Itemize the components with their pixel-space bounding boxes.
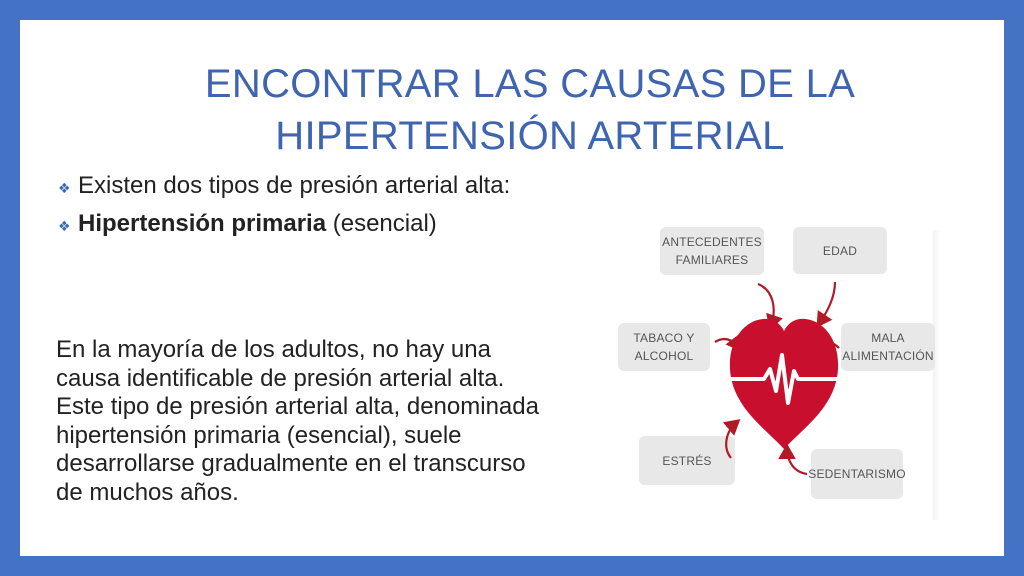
bullet-bold-text: Hipertensión primaria [78, 210, 327, 237]
bullet-rest-text: (esencial) [326, 210, 437, 237]
body-paragraph: En la mayoría de los adultos, no hay una causa identificable de presión arterial alta. Este tipo de presión arterial alta, denominada hipertensión primaria (esencial), suele desarrollarse gradualmente en el transcurso de muchos años. [56, 336, 539, 506]
cause-label-line: ALCOHOL [634, 349, 694, 363]
bullet-list [58, 172, 548, 248]
diamond-bullet-icon: ❖ [58, 180, 71, 196]
bullet-text [78, 210, 437, 240]
causes-diagram [603, 220, 943, 520]
heart-icon [726, 311, 842, 453]
cause-label-line: FAMILIARES [675, 253, 749, 267]
cause-label-line: ANTECEDENTES [662, 235, 762, 249]
cause-label: SEDENTARISMO [808, 467, 906, 481]
bullet-text: Existen dos tipos de presión arterial alta: [78, 172, 511, 199]
cause-label-line: MALA [871, 331, 905, 345]
slide-title: ENCONTRAR LAS CAUSAS DE LA HIPERTENSIÓN ARTERIAL [204, 62, 856, 158]
slide [20, 20, 1004, 556]
diamond-bullet-icon: ❖ [58, 218, 71, 234]
cause-label: ESTRÉS [662, 453, 712, 468]
cause-label-line: ALIMENTACIÓN [842, 349, 934, 363]
bullet-item [58, 172, 548, 202]
bullet-item [58, 210, 548, 240]
cause-label: EDAD [822, 243, 858, 258]
cause-label-line: TABACO Y [633, 331, 695, 345]
